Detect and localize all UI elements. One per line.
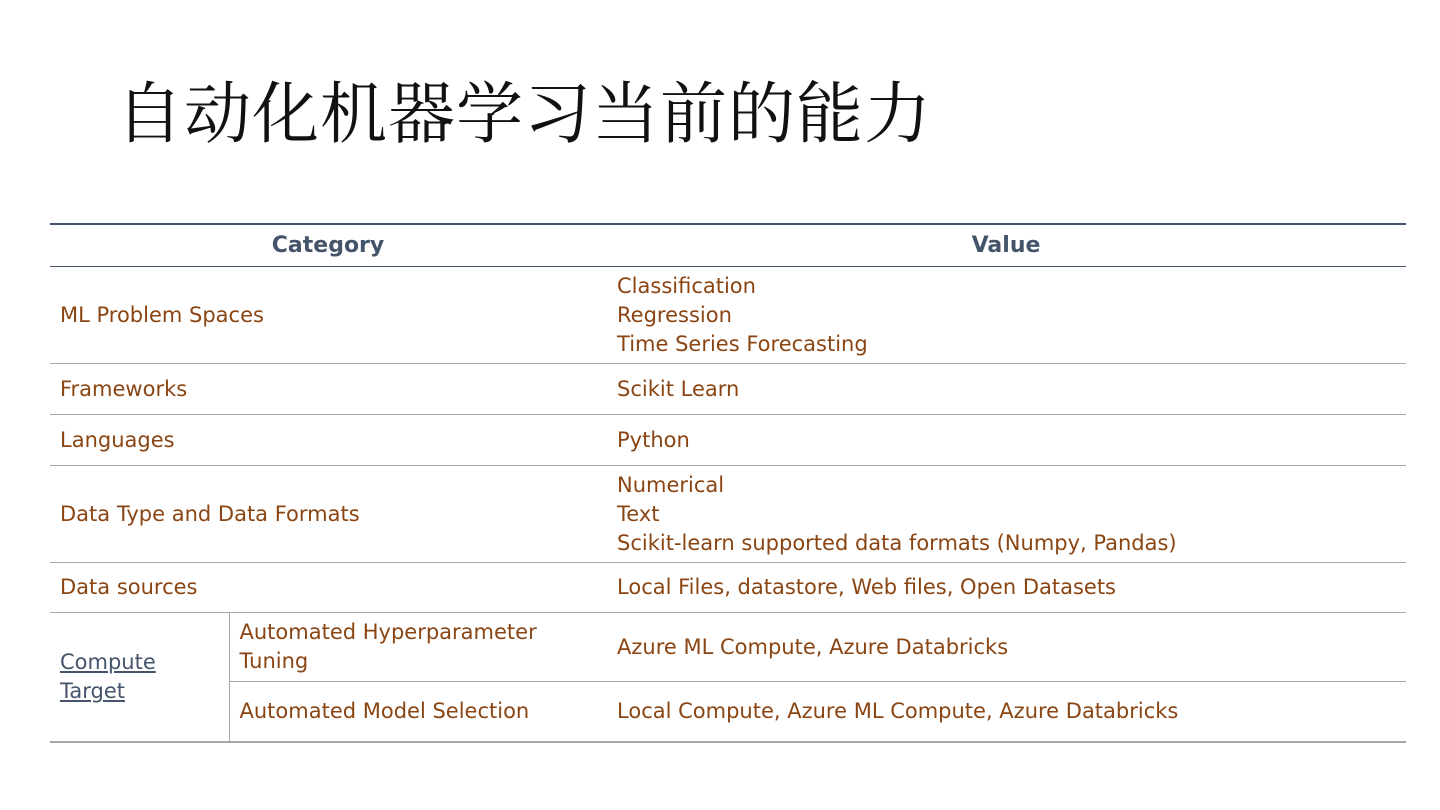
compute-target-link[interactable]: Target (60, 679, 125, 703)
value-cell: Scikit Learn (606, 364, 1406, 415)
value-line: Text (617, 501, 660, 526)
category-cell: Data Type and Data Formats (50, 466, 606, 563)
table-row-data-sources (50, 563, 1406, 613)
value-line: Classification (617, 273, 756, 298)
value-cell (606, 267, 1406, 364)
value-cell: Python (606, 415, 1406, 466)
subcategory-line: Automated Hyperparameter (239, 620, 537, 644)
category-column-header: Category (271, 233, 385, 258)
category-cell: ML Problem Spaces (50, 267, 606, 364)
table-row-data-types (50, 466, 1406, 563)
table-row-compute-model-selection (50, 682, 1406, 743)
category-cell: Frameworks (50, 364, 606, 415)
value-cell: Local Compute, Azure ML Compute, Azure Databricks (606, 682, 1406, 743)
category-cell: Languages (50, 415, 606, 466)
table-header-row (50, 224, 1406, 267)
capabilities-table (50, 223, 1406, 743)
slide-title: 自动化机器学习当前的能力 (116, 75, 932, 153)
subcategory-line: Tuning (239, 649, 309, 673)
value-line: Scikit-learn supported data formats (Numpy, Pandas) (617, 530, 1177, 555)
value-cell: Azure ML Compute, Azure Databricks (606, 613, 1406, 682)
value-column-header: Value (971, 233, 1041, 258)
value-line: Time Series Forecasting (617, 331, 868, 356)
value-cell (606, 466, 1406, 563)
subcategory-cell: Automated Model Selection (229, 682, 606, 743)
value-line: Numerical (617, 472, 725, 497)
subcategory-cell (229, 613, 606, 682)
value-cell: Local Files, datastore, Web files, Open Datasets (606, 563, 1406, 613)
category-cell: Data sources (50, 563, 606, 613)
value-line: Regression (617, 302, 732, 327)
table-row-ml-problem-spaces (50, 267, 1406, 364)
table-row-compute-hyperparameter (50, 613, 1406, 682)
compute-target-link[interactable]: Compute (60, 650, 156, 674)
capabilities-table-container (50, 223, 1406, 743)
table-row-languages (50, 415, 1406, 466)
table-row-frameworks (50, 364, 1406, 415)
compute-target-cell (50, 613, 229, 743)
